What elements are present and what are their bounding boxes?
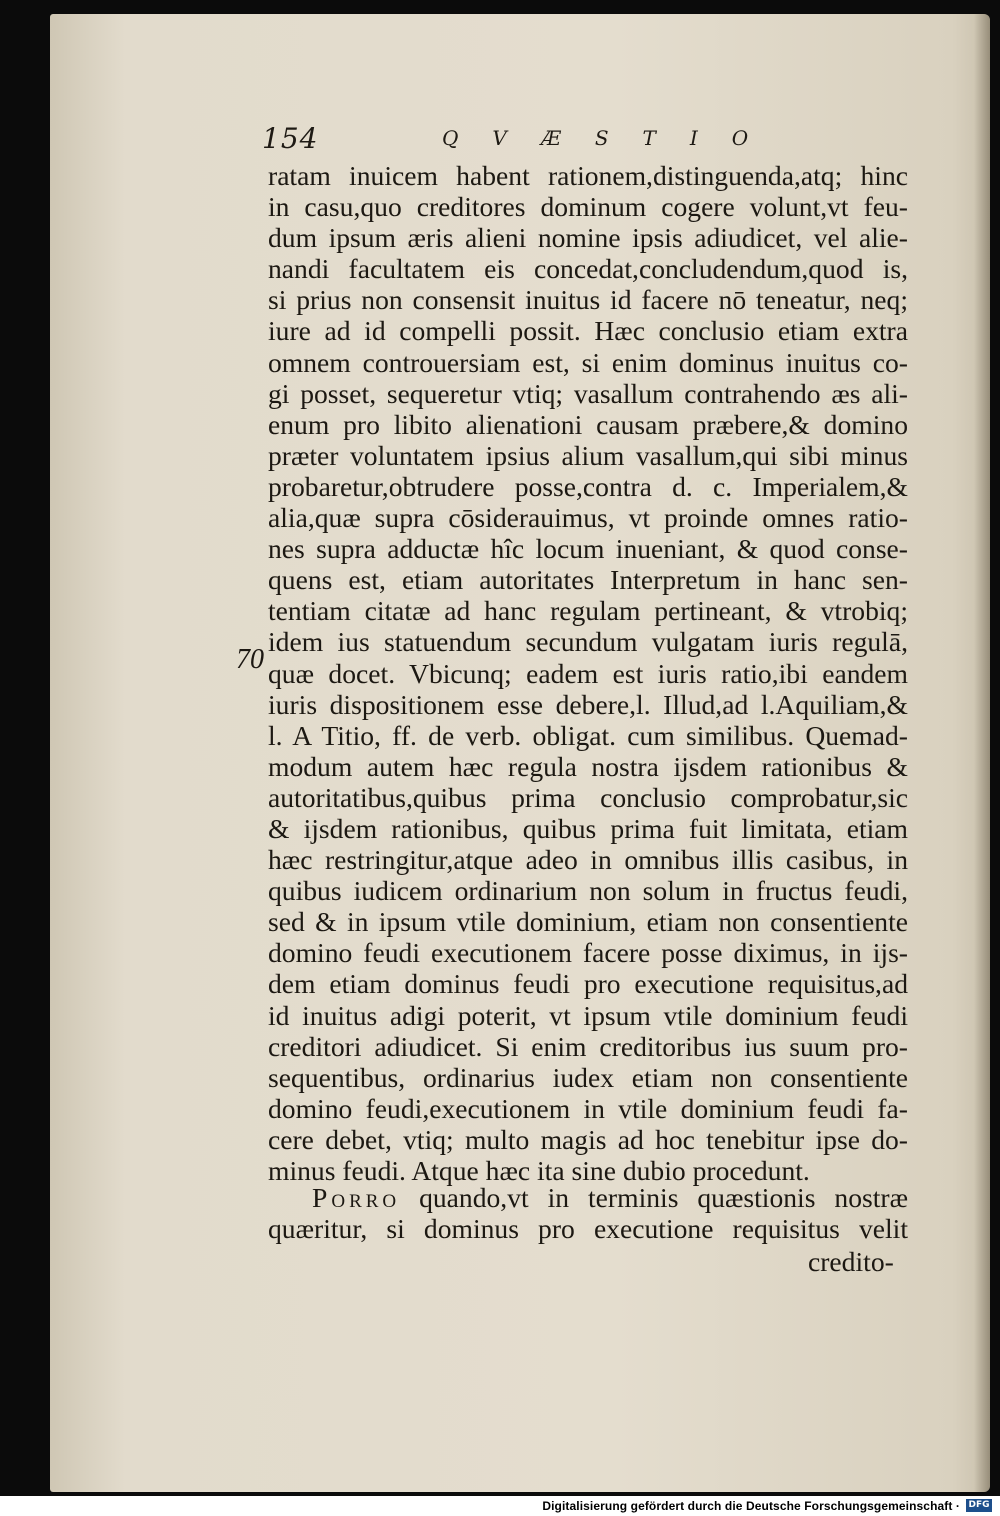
paragraph-second-line-2: quæritur, si dominus pro executione requisitus velit: [268, 1213, 908, 1245]
margin-note-number: 70: [236, 644, 264, 675]
text-line: autoritatibus,quibus prima conclusio comprobatur,sic: [268, 781, 908, 813]
paragraph-lead-word: Porro: [312, 1182, 401, 1213]
text-line: quibus iudicem ordinarium non solum in fructus feudi,: [268, 875, 908, 907]
text-line: l. A Titio, ff. de verb. obligat. cum similibus. Quemad-: [268, 719, 908, 751]
text-line: dem etiam dominus feudi pro executione requisitus,ad: [268, 968, 908, 1000]
text-line: iure ad id compelli possit. Hæc conclusio etiam extra: [268, 315, 908, 347]
text-line: præter voluntatem ipsius alium vasallum,qui sibi minus: [268, 439, 908, 471]
paragraph-second: [268, 1182, 908, 1245]
text-line: nes supra adductæ hîc locum inueniant, & quod conse-: [268, 533, 908, 565]
text-line: domino feudi executionem facere posse diximus, in ijs-: [268, 937, 908, 969]
text-line: enum pro libito alienationi causam præbere,& domino: [268, 408, 908, 440]
footer-credit-text: Digitalisierung gefördert durch die Deutsche Forschungsgemeinschaft ·: [542, 1499, 960, 1513]
text-line: ratam inuicem habent rationem,distinguenda,atq; hinc: [268, 160, 908, 191]
catchword: credito-: [808, 1246, 894, 1277]
page-number: 154: [262, 122, 319, 155]
text-line: minus feudi. Atque hæc ita sine dubio procedunt.: [268, 1155, 810, 1186]
paragraph-second-line-1-rest: quando,vt in terminis quæstionis nostræ: [400, 1182, 908, 1213]
page-header: [262, 118, 942, 158]
running-title: QVÆSTIO: [442, 126, 783, 150]
text-line: idem ius statuendum secundum vulgatam iuris regulā,: [268, 626, 908, 658]
text-line: quæ docet. Vbicunq; eadem est iuris ratio,ibi eandem: [268, 657, 908, 689]
text-line: si prius non consensit inuitus id facere nō teneatur, neq;: [268, 284, 908, 316]
text-line: probaretur,obtrudere posse,contra d. c. Imperialem,&: [268, 470, 908, 502]
text-line: tentiam citatæ ad hanc regulam pertineant, & vtrobiq;: [268, 595, 908, 627]
text-line: hæc restringitur,atque adeo in omnibus illis casibus, in: [268, 844, 908, 876]
text-line: id inuitus adigi poterit, vt ipsum vtile dominium feudi: [268, 999, 908, 1031]
paragraph-main: [268, 160, 908, 1186]
spine-shadow: [974, 14, 990, 1492]
text-line: omnem controuersiam est, si enim dominus inuitus co-: [268, 346, 908, 378]
text-line: sed & in ipsum vtile dominium, etiam non consentiente: [268, 906, 908, 938]
text-line: domino feudi,executionem in vtile dominium feudi fa-: [268, 1092, 908, 1124]
text-line: in casu,quo creditores dominum cogere volunt,vt feu-: [268, 191, 908, 223]
text-line: gi posset, sequeretur vtiq; vasallum contrahendo æs ali-: [268, 377, 908, 409]
text-line: sequentibus, ordinarius iudex etiam non consentiente: [268, 1061, 908, 1093]
text-line: creditori adiudicet. Si enim creditoribus ius suum pro-: [268, 1030, 908, 1062]
text-line: modum autem hæc regula nostra ijsdem rationibus &: [268, 750, 908, 782]
text-line: nandi facultatem eis concedat,concludendum,quod is,: [268, 253, 908, 285]
text-line: & ijsdem rationibus, quibus prima fuit limitata, etiam: [268, 812, 908, 844]
text-line: alia,quæ supra cōsiderauimus, vt proinde omnes ratio-: [268, 502, 908, 534]
text-line: dum ipsum æris alieni nomine ipsis adiudicet, vel alie-: [268, 222, 908, 254]
dfg-logo: DFG: [966, 1499, 992, 1512]
paragraph-second-line-1: [312, 1182, 908, 1213]
text-line: iuris dispositionem esse debere,l. Illud,ad l.Aquiliam,&: [268, 688, 908, 720]
text-line: quens est, etiam autoritates Interpretum in hanc sen-: [268, 564, 908, 596]
digitization-footer: [0, 1496, 1000, 1516]
text-line: cere debet, vtiq; multo magis ad hoc tenebitur ipse do-: [268, 1123, 908, 1155]
